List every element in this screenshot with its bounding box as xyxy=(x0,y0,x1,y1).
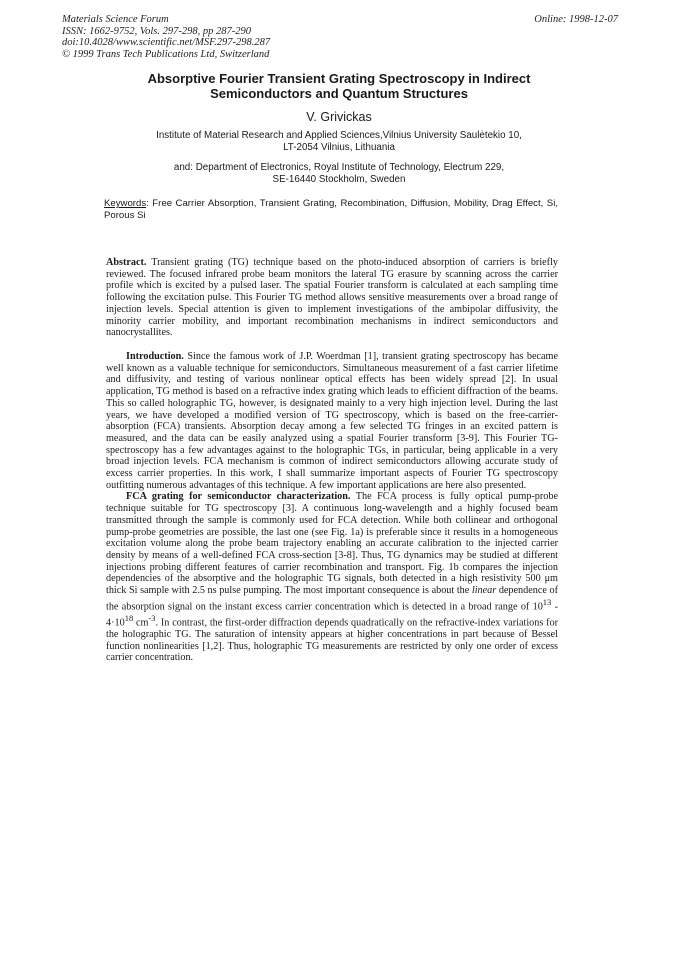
paper-title xyxy=(100,71,578,101)
affiliation-1-line-1: Institute of Material Research and Applied Sciences,Vilnius University Saulėtekio 10, xyxy=(156,130,522,141)
fca-paragraph xyxy=(106,491,558,664)
journal-name: Materials Science Forum xyxy=(62,14,169,25)
fca-sup-1: 13 xyxy=(542,596,552,607)
keywords-label: Keywords xyxy=(104,198,147,209)
abstract-section xyxy=(106,257,558,339)
doi-line: doi:10.4028/www.scientific.net/MSF.297-298.287 xyxy=(62,37,271,49)
abstract-text: Transient grating (TG) technique based on the photo-induced absorption of carriers is briefly reviewed. The focused infrared probe beam monitors the lateral TG erasure by scanning across the carrier profile which is excited by a pulsed laser. The spatial Fourier transform is calculated at each sampling time following the excitation pulse. This Fourier TG method allows sensitive measurements over a broad range of injection levels. Special attention is given to implement investigations of the ambipolar diffusivity, the minority carrier mobility, and important recombination mechanisms in indirect semiconductors and nanocrystallites. xyxy=(106,257,558,339)
copyright-line: © 1999 Trans Tech Publications Ltd, Switzerland xyxy=(62,48,270,60)
intro-text: Since the famous work of J.P. Woerdman [1], transient grating spectroscopy has became well known as a valuable technique for semiconductors. Simultaneous measurement of a fast carrier lifetime and diffusivity, and testing of various nonlinear optical effects has been widely spread [2]. In usual application, TG method is based on a refractive index grating which leads to efficient diffraction of the beams. This so called holographic TG, however, is designated mainly to a very high injection level. During the last years, we have developed a modified version of TG spectroscopy, which is based on the free-carrier-absorption (FCA) transients. Absorption decay among a few selected TG fringes in an excited pattern is measured, and the data can be easily analyzed using a spatial Fourier transform [3-9]. This Fourier TG-spectroscopy has a few advantages against to the holographic TGs, in particular, being applicable in a very broad injection levels. FCA mechanism is common of indirect semiconductors allowing accurate study of excess carrier properties. In this work, I shall summarize important aspects of Fourier TG spectroscopy outfitting numerous advantages of this technique. A few important applications are here also presented. xyxy=(106,351,558,491)
fca-sup-3: -3 xyxy=(148,612,156,623)
affiliation-1-line-2: LT-2054 Vilnius, Lithuania xyxy=(283,142,395,153)
title-line-1: Absorptive Fourier Transient Grating Spectroscopy in Indirect xyxy=(147,71,531,86)
fca-text-2: dependence of the absorption signal on the instant excess carrier concentration which is detected in a broad range of 10 xyxy=(106,585,558,613)
abstract-paragraph xyxy=(106,257,558,339)
online-date: Online: 1998-12-07 xyxy=(534,14,618,25)
affiliation-2-line-2: SE-16440 Stockholm, Sweden xyxy=(272,174,406,185)
fca-italic: linear xyxy=(471,585,497,597)
fca-text-5: . In contrast, the first-order diffraction depends quadratically on the refractive-index variations for the holographic TG. The saturation of intensity appears at higher concentrations in part because of Bessel function nonlinearities [1,2]. Thus, holographic TG measurements are restricted by only one order of excess carrier concentration. xyxy=(106,617,558,664)
body-section xyxy=(106,351,558,664)
fca-text-4: cm xyxy=(133,617,149,629)
author-name: V. Grivickas xyxy=(306,110,372,124)
abstract-label: Abstract. xyxy=(106,257,147,268)
journal-header xyxy=(62,14,270,60)
affiliation-2 xyxy=(0,162,678,186)
fca-text-1: The FCA process is fully optical pump-probe technique suitable for TG spectroscopy [3]. A continuous long-wavelength and a highly focused beam transmitted through the sample is commonly used for FCA detection. While both collinear and orthogonal pump-probe geometries are possible, the last one (see Fig. 1a) is preferable since it results in a homogeneous excitation volume along the probe beam trajectory enabling an accurate calibration to the injected carrier density by means of a well-defined FCA cross-section [3-8]. Thus, TG dynamics may be studied at different injections probing different features of carrier recombination and transport. Fig. 1b compares the injection dependencies of the absorptive and the holographic TG signals, both detected in a high resistivity 500 μm thick Si sample with 2.5 ns pulse pumping. The most important consequence is about the xyxy=(106,491,558,597)
issn-line: ISSN: 1662-9752, Vols. 297-298, pp 287-290 xyxy=(62,25,251,37)
intro-heading: Introduction. xyxy=(126,351,184,362)
affiliation-1 xyxy=(0,130,678,154)
affiliation-2-line-1: and: Department of Electronics, Royal Institute of Technology, Electrum 229, xyxy=(173,162,505,173)
fca-heading: FCA grating for semiconductor characterization. xyxy=(126,491,351,503)
intro-paragraph xyxy=(106,351,558,491)
fca-sup-2: 18 xyxy=(124,612,134,623)
keywords-text: : Free Carrier Absorption, Transient Grating, Recombination, Diffusion, Mobility, Drag Effect, Si, Porous Si xyxy=(104,198,558,221)
title-line-2: Semiconductors and Quantum Structures xyxy=(210,86,468,101)
keywords xyxy=(104,198,558,221)
fca-text-3: - 4·10 xyxy=(106,601,558,629)
